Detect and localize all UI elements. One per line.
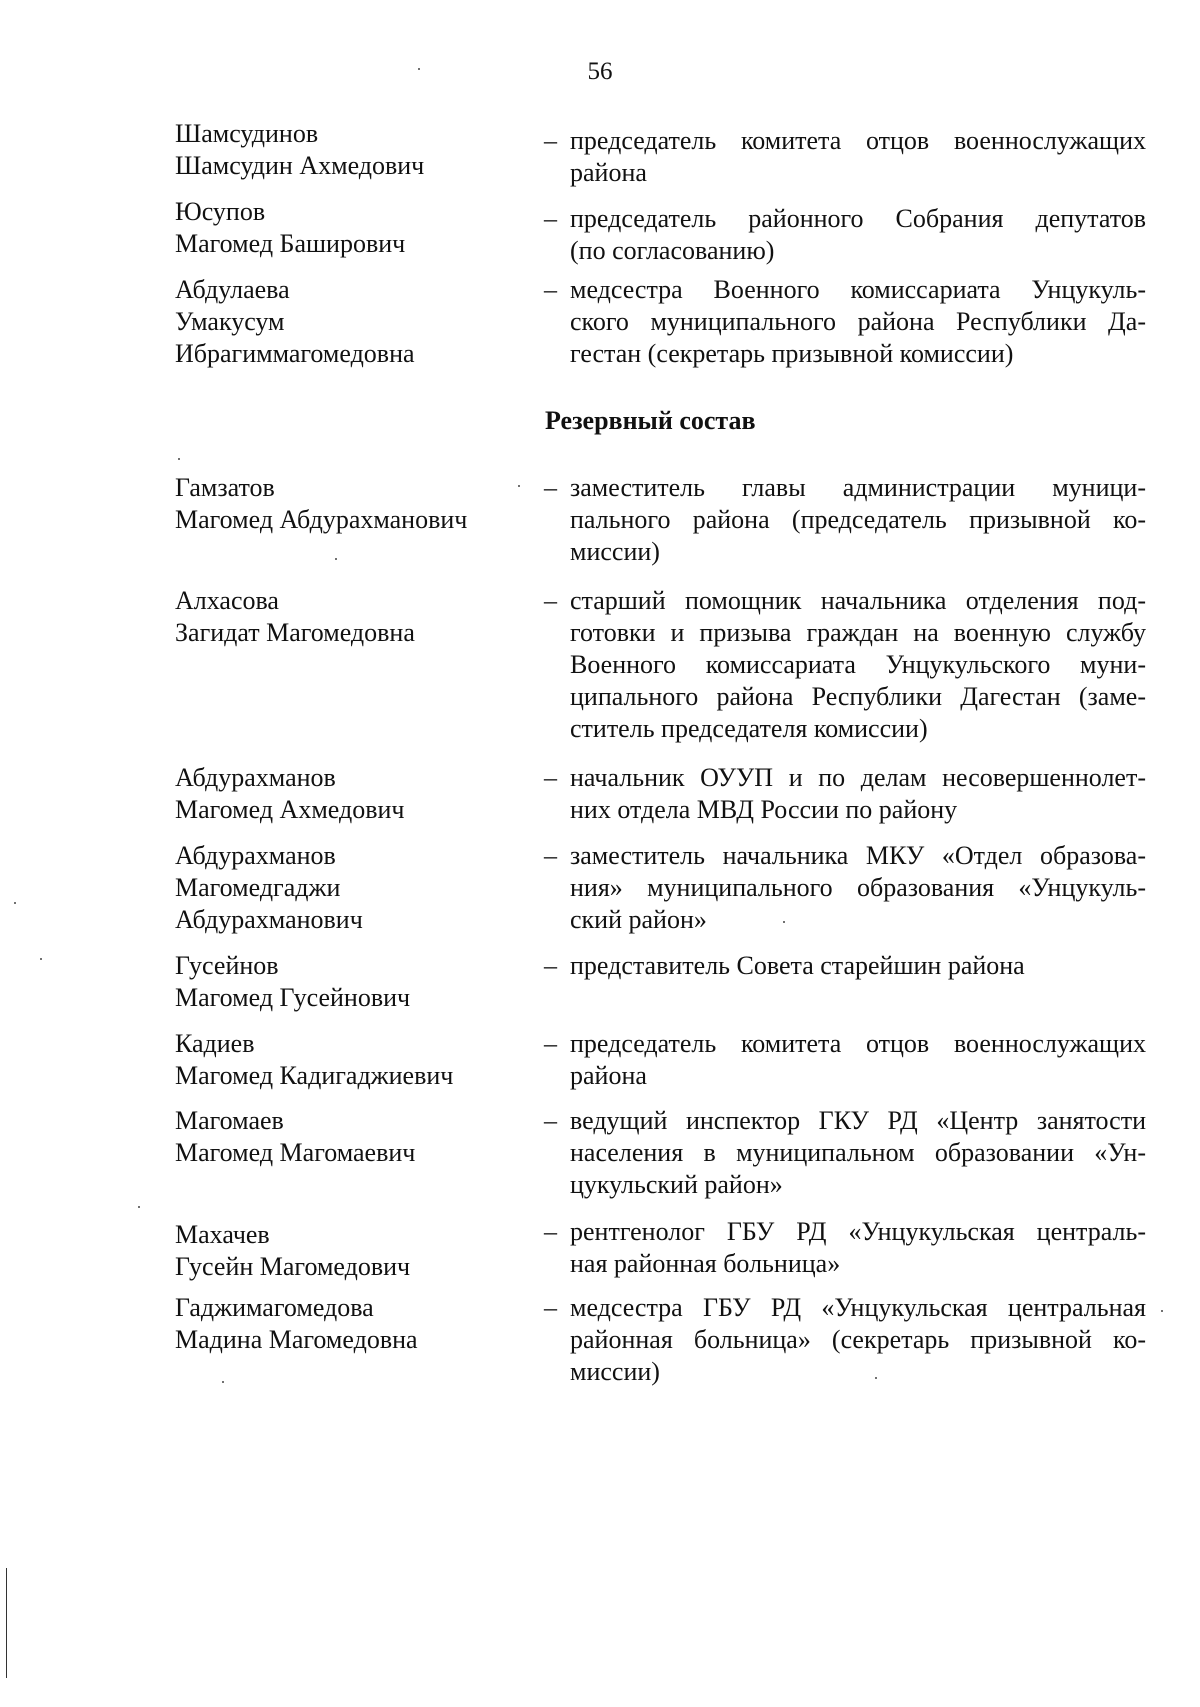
name-line: Магомед Гусейнович	[175, 983, 411, 1012]
member-name	[175, 950, 515, 1014]
dash-mark: –	[544, 204, 557, 233]
name-line: Махачев	[175, 1220, 270, 1249]
dash-mark: –	[544, 763, 557, 792]
member-role	[570, 1216, 1146, 1280]
role-line: медсестра Военного комиссариата Унцукуль-	[570, 275, 1146, 304]
dash-mark: –	[544, 1217, 557, 1246]
member-name	[175, 274, 515, 370]
role-line: района	[570, 158, 647, 187]
name-line: Алхасова	[175, 586, 279, 615]
role-line: населения в муниципальном образовании «Ун-	[570, 1138, 1146, 1167]
name-line: Магомед Ахмедович	[175, 795, 405, 824]
role-line: медсестра ГБУ РД «Унцукульская центральная	[570, 1293, 1146, 1322]
name-line: Магомед Кадигаджиевич	[175, 1061, 454, 1090]
scan-speck	[783, 921, 785, 923]
name-line: Гаджимагомедова	[175, 1293, 374, 1322]
name-line: Абдурахманович	[175, 905, 363, 934]
member-name	[175, 118, 515, 182]
role-line: председатель районного Собрания депутатов	[570, 204, 1146, 233]
role-line: миссии)	[570, 537, 660, 566]
role-line: района	[570, 1061, 647, 1090]
member-name	[175, 1105, 515, 1169]
role-line: (по согласованию)	[570, 236, 775, 265]
member-name	[175, 840, 515, 936]
name-line: Магомед Абдурахманович	[175, 505, 468, 534]
scan-speck	[138, 1206, 140, 1208]
role-line: представитель Совета старейшин района	[570, 951, 1025, 980]
role-line: председатель комитета отцов военнослужащих	[570, 126, 1146, 155]
page-number: 56	[587, 58, 613, 85]
dash-mark: –	[544, 473, 557, 502]
member-role	[570, 125, 1146, 189]
scan-speck	[222, 1381, 224, 1383]
name-line: Абдурахманов	[175, 763, 336, 792]
role-line: начальник ОУУП и по делам несовершеннолет-	[570, 763, 1146, 792]
role-line: цукульский район»	[570, 1170, 783, 1199]
scan-speck	[14, 902, 16, 904]
name-line: Шамсудинов	[175, 119, 319, 148]
member-role	[570, 950, 1146, 982]
name-line: Магомед Баширович	[175, 229, 406, 258]
dash-mark: –	[544, 586, 557, 615]
role-line: ния» муниципального образования «Унцукуль-	[570, 873, 1146, 902]
role-line: ститель председателя комиссии)	[570, 714, 928, 743]
member-name	[175, 1292, 515, 1356]
name-line: Магомаев	[175, 1106, 284, 1135]
name-line: Кадиев	[175, 1029, 255, 1058]
name-line: Умакусум	[175, 307, 285, 336]
name-line: Абдурахманов	[175, 841, 336, 870]
section-heading: Резервный состав	[545, 406, 756, 435]
role-line: ведущий инспектор ГКУ РД «Центр занятости	[570, 1106, 1146, 1135]
dash-mark: –	[544, 126, 557, 155]
name-line: Магомедгаджи	[175, 873, 341, 902]
name-line: Загидат Магомедовна	[175, 618, 415, 647]
member-name	[175, 196, 515, 260]
dash-mark: –	[544, 275, 557, 304]
role-line: рентгенолог ГБУ РД «Унцукульская централь-	[570, 1217, 1146, 1246]
role-line: готовки и призыва граждан на военную службу	[570, 618, 1146, 647]
role-line: заместитель начальника МКУ «Отдел образова-	[570, 841, 1146, 870]
role-line: заместитель главы администрации муници-	[570, 473, 1146, 502]
name-line: Шамсудин Ахмедович	[175, 151, 425, 180]
scan-speck	[1161, 1310, 1163, 1312]
role-line: ная районная больница»	[570, 1249, 841, 1278]
scan-speck	[418, 68, 420, 70]
member-role	[570, 1105, 1146, 1201]
name-line: Магомед Магомаевич	[175, 1138, 416, 1167]
role-line: ского муниципального района Республики Да-	[570, 307, 1146, 336]
scan-speck	[40, 958, 42, 960]
name-line: Ибрагиммагомедовна	[175, 339, 415, 368]
scan-speck	[335, 558, 337, 560]
member-role	[570, 1028, 1146, 1092]
dash-mark: –	[544, 1029, 557, 1058]
name-line: Гусейн Магомедович	[175, 1252, 411, 1281]
member-name	[175, 472, 515, 536]
member-name	[175, 585, 515, 649]
name-line: Гусейнов	[175, 951, 279, 980]
role-line: них отдела МВД России по району	[570, 795, 958, 824]
role-line: ципального района Республики Дагестан (заме-	[570, 682, 1146, 711]
dash-mark: –	[544, 951, 557, 980]
name-line: Гамзатов	[175, 473, 275, 502]
scan-speck	[518, 485, 520, 487]
role-line: гестан (секретарь призывной комиссии)	[570, 339, 1014, 368]
member-role	[570, 203, 1146, 267]
name-line: Мадина Магомедовна	[175, 1325, 418, 1354]
name-line: Абдулаева	[175, 275, 290, 304]
role-line: председатель комитета отцов военнослужащих	[570, 1029, 1146, 1058]
scan-speck	[178, 458, 180, 460]
role-line: миссии)	[570, 1357, 660, 1386]
name-line: Юсупов	[175, 197, 266, 226]
scan-edge-mark	[6, 1568, 7, 1678]
dash-mark: –	[544, 1106, 557, 1135]
role-line: Военного комиссариата Унцукульского муни-	[570, 650, 1146, 679]
member-name	[175, 1219, 515, 1283]
member-role	[570, 840, 1146, 936]
member-role	[570, 274, 1146, 370]
member-name	[175, 762, 515, 826]
member-role	[570, 1292, 1146, 1388]
member-name	[175, 1028, 515, 1092]
dash-mark: –	[544, 841, 557, 870]
role-line: пального района (председатель призывной ко-	[570, 505, 1146, 534]
member-role	[570, 585, 1146, 745]
scan-speck	[875, 1377, 877, 1379]
member-role	[570, 762, 1146, 826]
role-line: старший помощник начальника отделения под-	[570, 586, 1146, 615]
member-role	[570, 472, 1146, 568]
dash-mark: –	[544, 1293, 557, 1322]
role-line: районная больница» (секретарь призывной ко-	[570, 1325, 1146, 1354]
role-line: ский район»	[570, 905, 707, 934]
